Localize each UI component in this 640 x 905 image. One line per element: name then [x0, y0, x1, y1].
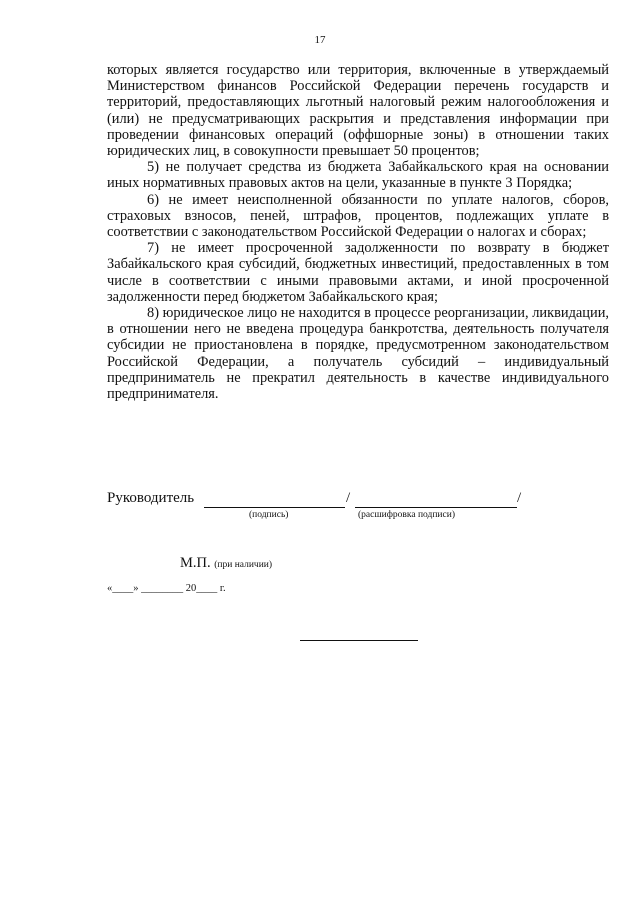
closing-rule: [300, 640, 418, 641]
date-field[interactable]: «____» ________ 20____ г.: [107, 583, 226, 594]
signature-field[interactable]: [204, 507, 345, 508]
document-body: [107, 62, 609, 402]
paragraph-item-5: 5) не получает средства из бюджета Забайкальского края на основании иных нормативных правовых актов на цели, указанные в пункте 3 Порядка;: [107, 159, 609, 192]
signature-block: [107, 490, 537, 530]
paragraph-item-8: 8) юридическое лицо не находится в процессе реорганизации, ликвидации, в отношении него не введена процедура банкротства, деятельность получателя субсидии не приостановлена в порядке, предусмотренном законодательством Российской Федерации, а получатель субсидий – индивидуальный предприниматель не прекратил деятельность в качестве индивидуального предпринимателя.: [107, 305, 609, 403]
paragraph-item-7: 7) не имеет просроченной задолженности по возврату в бюджет Забайкальского края субсидий, бюджетных инвестиций, предоставленных в том числе в соответствии с иными правовыми актами, и иной просроченной задолженности перед бюджетом Забайкальского края;: [107, 240, 609, 305]
signature-decoding-field[interactable]: [355, 507, 517, 508]
stamp-label: М.П.: [180, 555, 211, 571]
paragraph-item-6: 6) не имеет неисполненной обязанности по уплате налогов, сборов, страховых взносов, пеней, штрафов, процентов, подлежащих уплате в соответствии с законодательством Российской Федерации о налогах и сборах;: [107, 191, 609, 241]
signature-label: Руководитель: [107, 490, 195, 506]
signature-decoding-caption: (расшифровка подписи): [358, 510, 455, 520]
signature-separator-end: /: [517, 490, 522, 506]
signature-separator: /: [346, 490, 351, 506]
page-number: 17: [314, 34, 326, 46]
signature-caption: (подпись): [249, 510, 289, 520]
stamp-note: (при наличии): [214, 560, 273, 570]
paragraph-continuation: которых является государство или территория, включенные в утверждаемый Министерством финансов Российской Федерации перечень государств и территорий, предоставляющих льготный налоговый режим налогообложения и (или) не предусматривающих раскрытия и представления информации при проведении финансовых операций (оффшорные зоны) в отношении таких юридических лиц, в совокупности превышает 50 процентов;: [107, 62, 609, 160]
stamp-placeholder: [180, 555, 272, 572]
